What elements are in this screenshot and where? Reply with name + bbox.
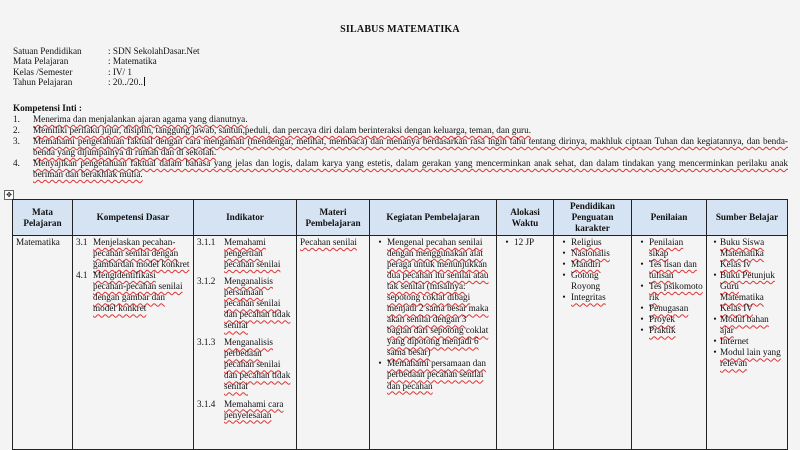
header-sumber: Sumber Belajar bbox=[707, 200, 788, 236]
penilaian-text: Penugasan bbox=[649, 303, 689, 314]
header-kegiatan: Kegiatan Pembelajaran bbox=[370, 200, 497, 236]
sumber-item bbox=[710, 314, 784, 336]
indikator-item bbox=[197, 399, 293, 421]
indikator-number: 3.1.2 bbox=[197, 276, 216, 287]
document-title: SILABUS MATEMATIKA bbox=[340, 24, 460, 35]
syllabus-table bbox=[12, 199, 788, 450]
list-text: Memahami pengetahuan faktual dengan cara mengamati (mendengar, melihat, membaca) dan menanya berdasarkan rasa ingin tahu tentang dirinya, makhluk ciptaan Tuhan dan kegiatannya, dan benda-benda yang dijumpainya di rumah dan di sekolah. bbox=[33, 136, 788, 158]
header-mapel: Mata Pelajaran bbox=[13, 200, 73, 236]
kegiatan-item bbox=[373, 358, 493, 391]
list-number: 4. bbox=[13, 158, 20, 169]
bullet-icon: • bbox=[640, 281, 644, 292]
bullet-icon: • bbox=[640, 325, 644, 336]
karakter-item bbox=[557, 292, 628, 303]
karakter-item bbox=[557, 270, 628, 292]
list-number: 3. bbox=[13, 136, 20, 147]
list-number: 1. bbox=[13, 114, 20, 124]
kd-item bbox=[76, 237, 190, 270]
bullet-icon: • bbox=[378, 358, 382, 369]
sumber-text: Buku Petunjuk Guru Matematika Kelas IV bbox=[720, 270, 775, 314]
move-handle-icon[interactable]: ✥ bbox=[4, 190, 14, 200]
meta-label: Mata Pelajaran bbox=[13, 56, 69, 67]
bullet-icon: • bbox=[713, 270, 717, 281]
sumber-item bbox=[710, 270, 784, 314]
indikator-text: Menganalisis perbedaan pecahan senilai dan pecahan tidak senilai bbox=[224, 337, 291, 392]
kegiatan-text: Memahami persamaan dan perbedaan pecahan senilai dan pecahan bbox=[387, 358, 486, 391]
bullet-icon: • bbox=[562, 259, 566, 270]
kegiatan-item bbox=[373, 237, 493, 358]
indikator-item bbox=[197, 337, 293, 392]
bullet-icon: • bbox=[640, 303, 644, 314]
cell-mapel: Matematika bbox=[13, 236, 73, 450]
list-text: Menyajikan pengetahuan faktual dalam bahasa yang jelas dan logis, dalam karya yang estetis, dalam gerakan yang mencerminkan anak sehat, dan dalam tindakan yang mencerminkan perilaku anak beriman dan berakhlak mulia. bbox=[33, 158, 788, 180]
meta-value: : SDN SekolahDasar.Net bbox=[108, 46, 200, 56]
karakter-text: Religius bbox=[571, 237, 602, 248]
cell-sumber bbox=[707, 236, 788, 450]
sumber-text: Modul bahan ajar bbox=[720, 314, 769, 336]
text-cursor bbox=[144, 77, 145, 86]
karakter-item bbox=[557, 259, 628, 270]
indikator-text: Memahami cara penyelesaian bbox=[224, 398, 284, 420]
header-materi: Materi Pembelajaran bbox=[297, 200, 370, 236]
bullet-icon: • bbox=[562, 237, 566, 248]
meta-value: : Matematika bbox=[108, 56, 157, 67]
header-karakter: Pendidikan Penguatan karakter bbox=[554, 200, 632, 236]
meta-value[interactable]: : 20../20.. bbox=[108, 77, 143, 88]
sumber-text: Buku Siswa Matematika Kelas Iv bbox=[720, 237, 765, 270]
list-number: 2. bbox=[13, 125, 20, 136]
bullet-icon: • bbox=[713, 336, 717, 347]
identity-block bbox=[13, 46, 200, 88]
meta-label: Tahun Pelajaran bbox=[13, 77, 73, 88]
list-item bbox=[13, 136, 788, 158]
table-row bbox=[13, 236, 788, 450]
karakter-text: Integritas bbox=[571, 292, 606, 303]
cell-karakter bbox=[554, 236, 632, 450]
kd-number: 3.1 bbox=[76, 237, 88, 248]
cell-materi: Pecahan senilai bbox=[297, 236, 370, 450]
indikator-number: 3.1.4 bbox=[197, 398, 216, 409]
indikator-text: Memahami pengertian pecahan senilai bbox=[224, 237, 281, 270]
header-alokasi: Alokasi Waktu bbox=[497, 200, 554, 236]
penilaian-text: Tes psikomotorik bbox=[649, 281, 703, 303]
kompetensi-inti-list bbox=[13, 114, 788, 180]
kompetensi-inti-heading: Kompetensi Inti : bbox=[13, 103, 82, 113]
indikator-number: 3.1.3 bbox=[197, 337, 216, 348]
table-header-row bbox=[13, 200, 788, 236]
bullet-icon: • bbox=[562, 270, 566, 281]
penilaian-item bbox=[635, 325, 703, 336]
cell-alokasi bbox=[497, 236, 554, 450]
cell-indikator bbox=[194, 236, 297, 450]
bullet-icon: • bbox=[713, 314, 717, 325]
indikator-item bbox=[197, 276, 293, 331]
bullet-icon: • bbox=[562, 248, 566, 259]
penilaian-text: Praktik bbox=[649, 325, 676, 336]
indikator-text: Menganalisis persamaan pecahan senilai dan pecahan tidak senilai bbox=[224, 276, 291, 331]
penilaian-item bbox=[635, 281, 703, 303]
karakter-item bbox=[557, 237, 628, 248]
meta-label: Kelas /Semester bbox=[13, 66, 73, 77]
list-text: Menerima dan menjalankan ajaran agama yang dianutnya. bbox=[33, 114, 248, 124]
cell-penilaian bbox=[632, 236, 707, 450]
kd-text: Mengidentifikasi pecahan-pecahan senilai dengan gambar dan model konkret bbox=[93, 270, 183, 314]
bullet-icon: • bbox=[378, 237, 382, 248]
alokasi-item bbox=[500, 237, 550, 248]
header-kompetensi-dasar: Kompetensi Dasar bbox=[73, 200, 194, 236]
sumber-text: Modul lain yang relevan bbox=[720, 347, 781, 369]
penilaian-text: Penilaian sikap bbox=[649, 237, 684, 259]
bullet-icon: • bbox=[640, 259, 644, 270]
list-item bbox=[13, 125, 788, 136]
indikator-item bbox=[197, 237, 293, 270]
penilaian-item bbox=[635, 237, 703, 259]
karakter-item bbox=[557, 248, 628, 259]
sumber-item bbox=[710, 237, 784, 270]
bullet-icon: • bbox=[713, 237, 717, 248]
sumber-item bbox=[710, 347, 784, 369]
bullet-icon: • bbox=[640, 237, 644, 248]
sumber-item bbox=[710, 336, 784, 347]
meta-row-kelas bbox=[13, 67, 200, 77]
bullet-icon: • bbox=[640, 314, 644, 325]
indikator-number: 3.1.1 bbox=[197, 237, 216, 248]
meta-label: Satuan Pendidikan bbox=[13, 46, 82, 56]
kegiatan-text: Mengenal pecahan senilai dengan menggunakan alat peraga untuk menunjukkan dua pecahan itu senilai atau tak senilai (misalnya: sepotong coklat dibagi menjadi 2 sama besar maka akan senilai dengan 3 bagian dari sepotong coklat yang dipotong menjadi 6 sama besar) bbox=[387, 237, 489, 358]
list-text: Memiliki perilaku jujur, disiplin, tanggung jawab, santun,peduli, dan percaya diri dalam berinteraksi dengan keluarga, teman, dan guru. bbox=[33, 125, 531, 136]
header-indikator: Indikator bbox=[194, 200, 297, 236]
cell-kompetensi-dasar bbox=[73, 236, 194, 450]
sumber-text: Internet bbox=[720, 336, 749, 347]
karakter-text: Mandiri bbox=[571, 259, 601, 270]
bullet-icon: • bbox=[562, 292, 566, 303]
meta-row-mapel bbox=[13, 56, 200, 66]
kd-number: 4.1 bbox=[76, 270, 88, 281]
karakter-text: Nasionalis bbox=[571, 248, 610, 259]
bullet-icon: • bbox=[713, 347, 717, 358]
penilaian-item bbox=[635, 303, 703, 314]
penilaian-item bbox=[635, 259, 703, 281]
penilaian-item bbox=[635, 314, 703, 325]
kd-item bbox=[76, 270, 190, 314]
alokasi-text: 12 JP bbox=[514, 237, 535, 248]
header-penilaian: Penilaian bbox=[632, 200, 707, 236]
penilaian-text: Proyek bbox=[649, 314, 676, 325]
meta-row-satuan bbox=[13, 46, 200, 56]
list-item bbox=[13, 114, 788, 125]
kd-text: Menjelaskan pecahan-pecahan senilai dengan gambardan model konkret bbox=[93, 237, 190, 270]
bullet-icon: • bbox=[505, 237, 509, 248]
meta-value: : IV/ 1 bbox=[108, 66, 132, 77]
cell-kegiatan bbox=[370, 236, 497, 450]
karakter-text: Gotong Royong bbox=[571, 270, 601, 292]
penilaian-text: Tes lisan dan tulisan bbox=[649, 259, 697, 281]
list-item bbox=[13, 158, 788, 180]
meta-row-tahun bbox=[13, 77, 200, 87]
